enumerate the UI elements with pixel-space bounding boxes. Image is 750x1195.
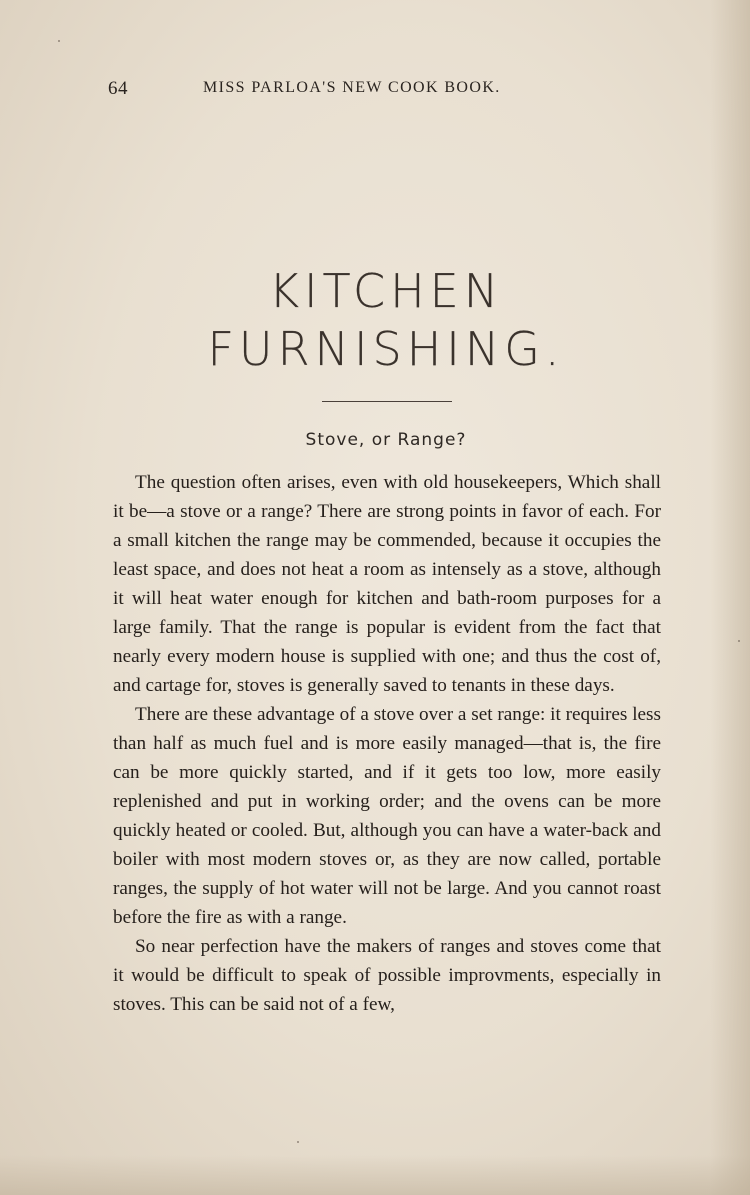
page-number: 64 bbox=[108, 78, 128, 99]
paper-speck bbox=[58, 40, 60, 42]
paper-speck bbox=[297, 1141, 299, 1143]
page-bottom-shadow bbox=[0, 1155, 750, 1195]
chapter-title-line-1: KITCHEN bbox=[268, 264, 504, 318]
paragraph-2: There are these advantage of a stove over a set range: it requires less than half as much fuel and is more easily managed—that is, the fire can be more quickly started, and if it gets too low, more easily replenished and put in working order; and the ovens can be more quickly heated or cooled. But, although you can have a water-back and boiler with most modern stoves or, as they are now called, portable ranges, the supply of hot water will not be large. And you cannot roast before the fire as with a range. bbox=[113, 704, 661, 928]
section-heading: Stove, or Range? bbox=[305, 430, 467, 450]
page-edge-shadow bbox=[710, 0, 750, 1195]
paragraph-3: So near perfection have the makers of ranges and stoves come that it would be difficult to speak of possible improvments, especially in stoves. This can be said not of a few, bbox=[113, 936, 661, 1015]
paragraph-1: The question often arises, even with old housekeepers, Which shall it be—a stove or a range? There are strong points in favor of each. For a small kitchen the range may be commended, because it occupies the least space, and does not heat a room as intensely as a stove, although it will heat water enough for kitchen and bath-room purposes for a large family. That the range is popular is evident from the fact that nearly every modern house is supplied with one; and thus the cost of, and cartage for, stoves is generally saved to tenants in these days. bbox=[113, 472, 661, 696]
chapter-title-line-2: FURNISHING. bbox=[207, 322, 565, 376]
paper-speck bbox=[738, 640, 740, 642]
title-divider-rule bbox=[322, 401, 452, 402]
body-text bbox=[113, 468, 661, 1019]
chapter-title bbox=[0, 262, 750, 378]
running-head bbox=[108, 78, 558, 104]
running-title: MISS PARLOA'S NEW COOK BOOK. bbox=[203, 79, 501, 96]
